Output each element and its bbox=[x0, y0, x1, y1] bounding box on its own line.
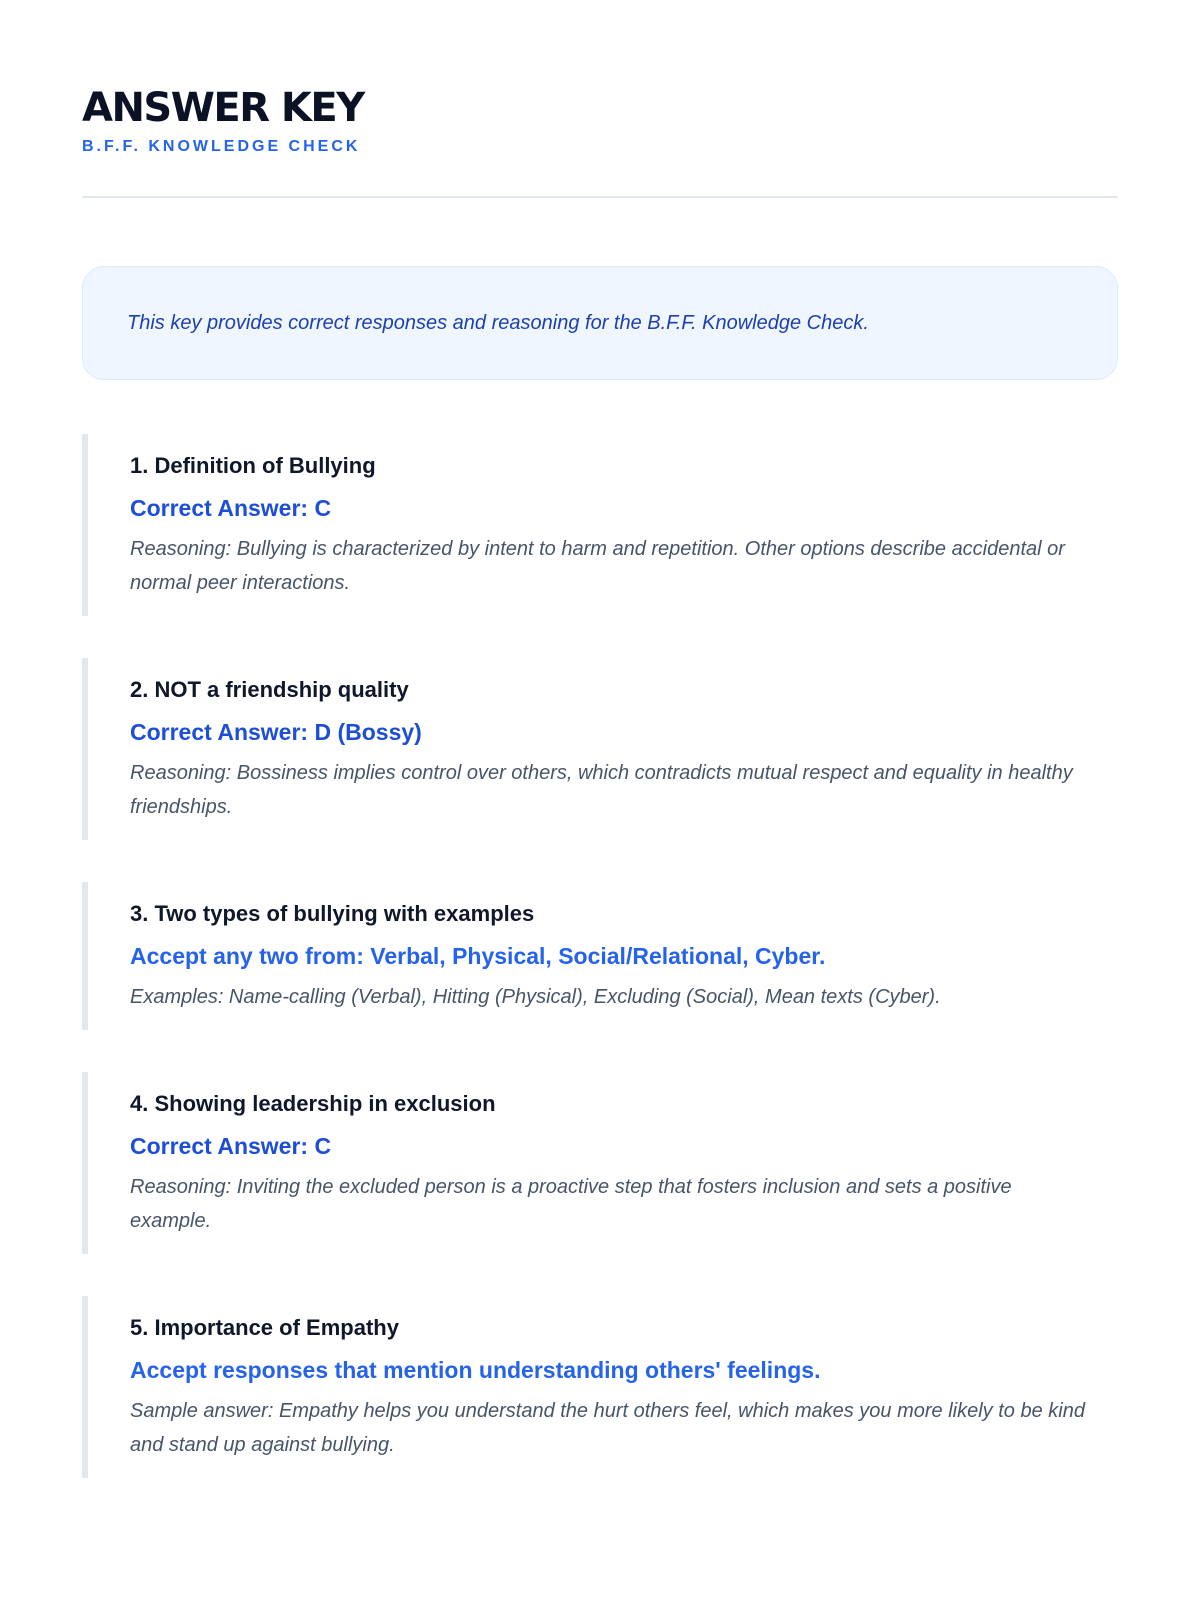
intro-callout bbox=[82, 266, 1118, 380]
answer-reasoning: Reasoning: Bossiness implies control over others, which contradicts mutual respect and equality in healthy friendships. bbox=[130, 762, 1073, 818]
answer-item-2 bbox=[82, 658, 1118, 840]
question-title: 3. Two types of bullying with examples bbox=[130, 901, 535, 926]
accepted-answers: Accept any two from: Verbal, Physical, Social/Relational, Cyber. bbox=[130, 943, 826, 969]
answer-reasoning: Reasoning: Inviting the excluded person is a proactive step that fosters inclusion and sets a positive example. bbox=[130, 1176, 1012, 1232]
answer-item-3 bbox=[82, 882, 1118, 1030]
answer-item-4 bbox=[82, 1072, 1118, 1254]
page-title: ANSWER KEY bbox=[82, 85, 364, 131]
question-title: 2. NOT a friendship quality bbox=[130, 677, 409, 702]
correct-answer: Correct Answer: C bbox=[130, 495, 332, 521]
answer-examples: Examples: Name-calling (Verbal), Hitting (Physical), Excluding (Social), Mean texts (Cyber). bbox=[130, 986, 941, 1008]
accepted-answers: Accept responses that mention understanding others' feelings. bbox=[130, 1357, 821, 1383]
question-title: 4. Showing leadership in exclusion bbox=[130, 1091, 496, 1116]
sample-answer: Sample answer: Empathy helps you understand the hurt others feel, which makes you more likely to be kind and stand up against bullying. bbox=[130, 1400, 1085, 1456]
correct-answer: Correct Answer: C bbox=[130, 1133, 332, 1159]
page-subtitle: B.F.F. KNOWLEDGE CHECK bbox=[82, 138, 361, 155]
answer-reasoning: Reasoning: Bullying is characterized by intent to harm and repetition. Other options describe accidental or normal peer interactions. bbox=[130, 538, 1065, 594]
question-title: 5. Importance of Empathy bbox=[130, 1315, 399, 1340]
page-header bbox=[82, 0, 1118, 198]
correct-answer: Correct Answer: D (Bossy) bbox=[130, 719, 422, 745]
intro-text: This key provides correct responses and reasoning for the B.F.F. Knowledge Check. bbox=[127, 311, 869, 334]
question-title: 1. Definition of Bullying bbox=[130, 453, 376, 478]
answer-item-5 bbox=[82, 1296, 1118, 1478]
answer-list bbox=[82, 434, 1118, 1478]
header-divider bbox=[82, 196, 1118, 198]
answer-item-1 bbox=[82, 434, 1118, 616]
